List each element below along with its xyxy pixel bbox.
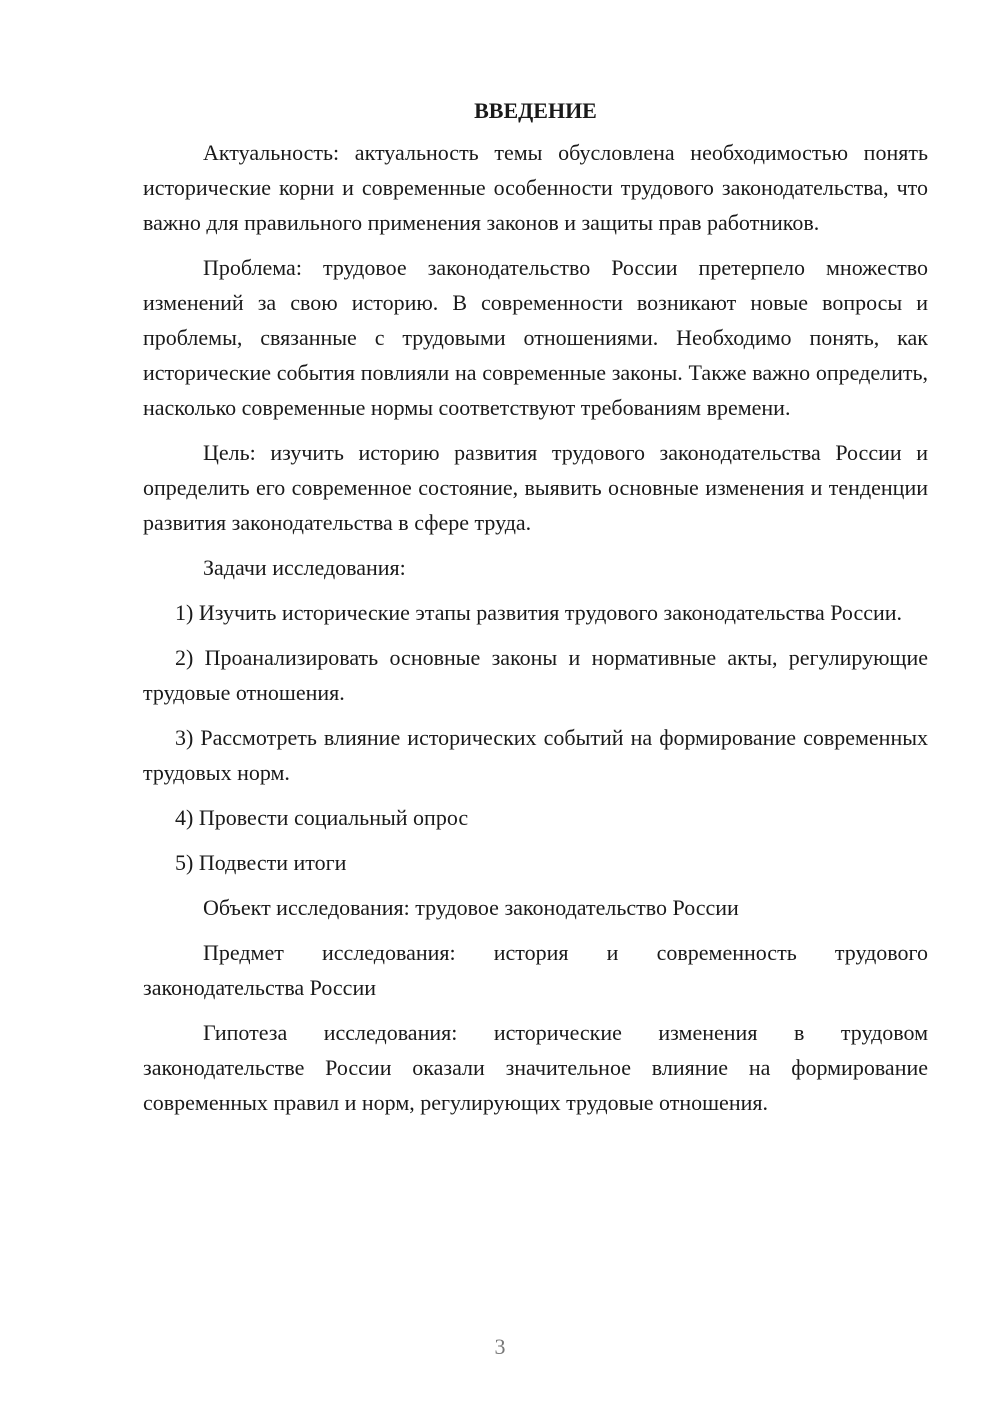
task-item-3: 3) Рассмотреть влияние исторических событий на формирование современных трудовых норм. xyxy=(143,725,928,785)
paragraph-problem: Проблема: трудовое законодательство России претерпело множество изменений за свою историю. В современности возникают новые вопросы и проблемы, связанные с трудовыми отношениями. Необходимо понять, как исторические события повлияли на современные законы. Также важно определить, насколько современные нормы соответствуют требованиям времени. xyxy=(143,255,928,420)
paragraph-hypothesis: Гипотеза исследования: исторические изменения в трудовом законодательстве России оказали значительное влияние на формирование современных правил и норм, регулирующих трудовые отношения. xyxy=(143,1020,928,1115)
paragraph-object: Объект исследования: трудовое законодательство России xyxy=(203,895,739,920)
task-item-1: 1) Изучить исторические этапы развития трудового законодательства России. xyxy=(175,600,903,625)
page-number: 3 xyxy=(494,1334,506,1359)
task-item-5: 5) Подвести итоги xyxy=(175,850,347,875)
document-page xyxy=(143,95,928,1130)
section-title: ВВЕДЕНИЕ xyxy=(474,98,597,123)
paragraph-relevance: Актуальность: актуальность темы обусловлена необходимостью понять исторические корни и современные особенности трудового законодательства, что важно для правильного применения законов и защиты прав работников. xyxy=(143,140,928,235)
task-item-2: 2) Проанализировать основные законы и нормативные акты, регулирующие трудовые отношения. xyxy=(143,645,928,705)
paragraph-tasks-heading: Задачи исследования: xyxy=(203,555,406,580)
task-item-4: 4) Провести социальный опрос xyxy=(175,805,469,830)
paragraph-goal: Цель: изучить историю развития трудового законодательства России и определить его современное состояние, выявить основные изменения и тенденции развития законодательства в сфере труда. xyxy=(143,440,928,535)
paragraph-subject: Предмет исследования: история и современность трудового законодательства России xyxy=(143,940,928,1000)
